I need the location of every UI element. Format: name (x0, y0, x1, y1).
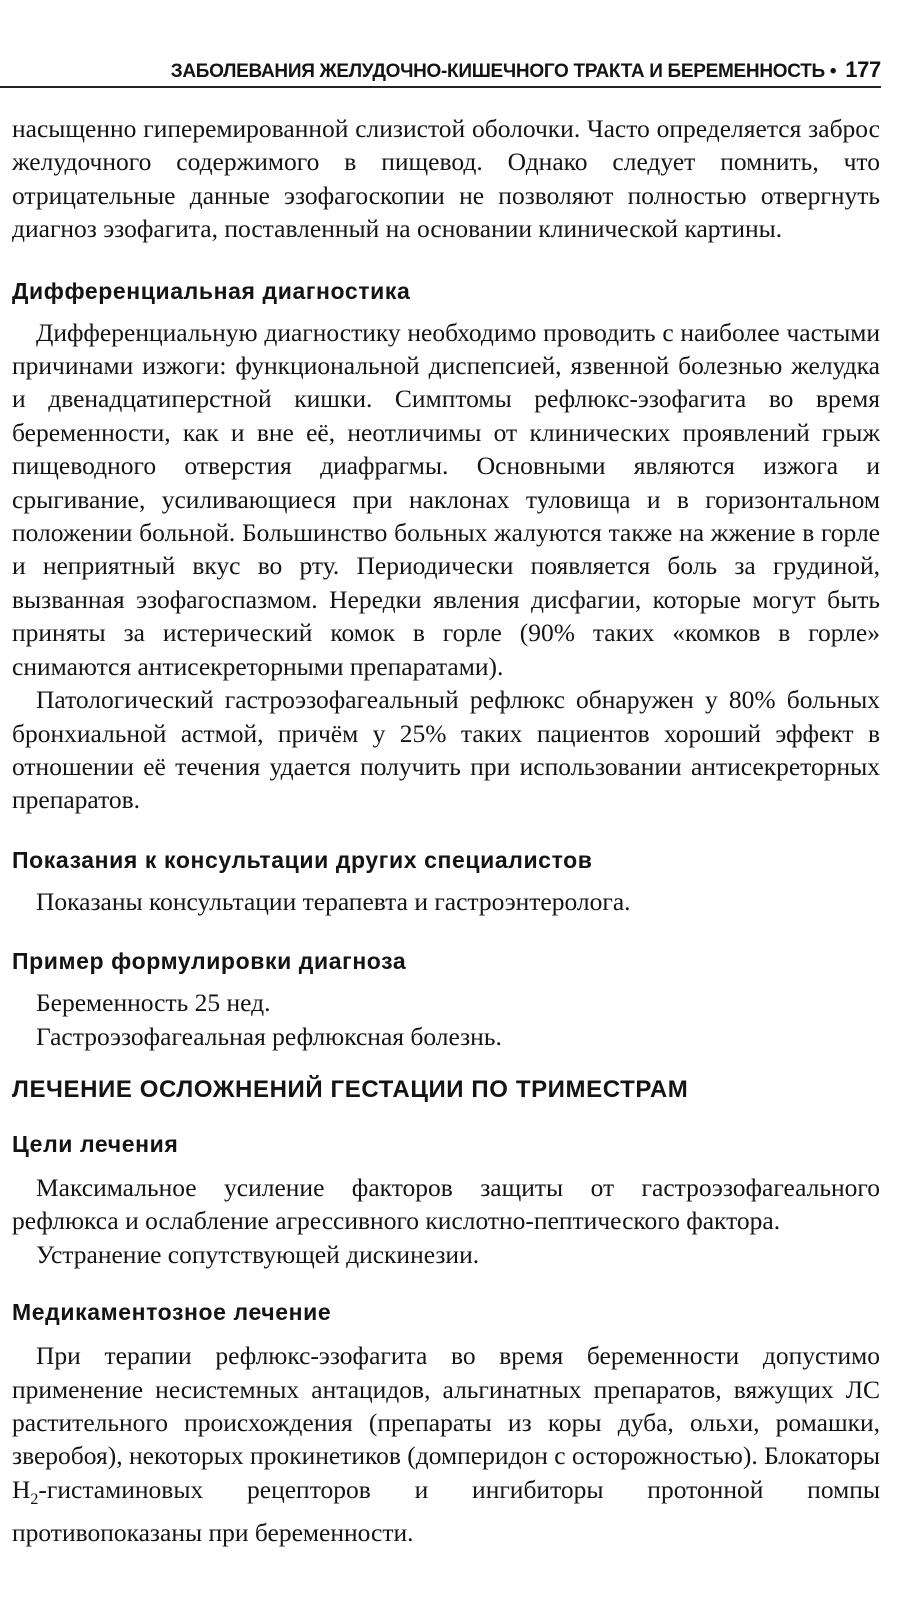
heading-diagnosis-example: Пример формулировки диагноза (12, 948, 407, 975)
medication-subscript: 2 (30, 1490, 39, 1508)
medication-paragraph (12, 1339, 880, 1550)
goals-paragraph-1: Максимальное усиление факторов защиты от гастроэзофагеального рефлюкса и ослабление агрессивного кислотно-пептического фактора. (12, 1172, 880, 1236)
header-separator: • (829, 61, 837, 82)
medication-text-part-1: При терапии рефлюкс-эзофагита во время беременности допустимо применение несистемных антацидов, альгинатных препаратов, вяжущих ЛС растительного происхождения (препараты из коры дуба, ольхи, ромашки, зверобоя), некоторых прокинетиков (домперидон с осторожностью). Блокаторы H (12, 1341, 880, 1504)
header-rule (0, 86, 881, 88)
differential-paragraph-2: Патологический гастроэзофагеальный рефлюкс обнаружен у 80% больных бронхиальной астмой, причём у 25% таких пациентов хороший эффект в отношении её течения удается получить при использовании антисекреторных препаратов. (12, 685, 880, 815)
heading-treatment-by-trimester: ЛЕЧЕНИЕ ОСЛОЖНЕНИЙ ГЕСТАЦИИ ПО ТРИМЕСТРАМ (12, 1075, 689, 1103)
intro-paragraph: насыщенно гиперемированной слизистой оболочки. Часто определяется заброс желудочного содержимого в пищевод. Однако следует помнить, что отрицательные данные эзофагоскопии не позволяют полностью отвергнуть диагноз эзофагита, поставленный на основании клинической картины. (12, 114, 880, 244)
running-title: ЗАБОЛЕВАНИЯ ЖЕЛУДОЧНО-КИШЕЧНОГО ТРАКТА И БЕРЕМЕННОСТЬ (170, 61, 825, 82)
goals-paragraph-2: Устранение сопутствующей дискинезии. (36, 1239, 480, 1269)
heading-differential-diagnosis: Дифференциальная диагностика (12, 277, 411, 304)
running-header (171, 56, 881, 86)
page-number: 177 (845, 57, 881, 82)
heading-consultation: Показания к консультации других специалистов (12, 846, 593, 873)
diagnosis-line-1: Беременность 25 нед. (36, 988, 271, 1018)
diagnosis-line-2: Гастроэзофагеальная рефлюксная болезнь. (36, 1021, 502, 1051)
consultation-paragraph: Показаны консультации терапевта и гастроэнтеролога. (36, 886, 631, 916)
page-content (12, 112, 880, 1550)
page-header (0, 56, 881, 96)
heading-treatment-goals: Цели лечения (12, 1130, 179, 1157)
differential-paragraph-1: Дифференциальную диагностику необходимо проводить с наиболее частыми причинами изжоги: функциональной диспепсией, язвенной болезнью желудка и двенадцатиперстной кишки. Симптомы рефлюкс-эзофагита во время беременности, как и вне её, неотличимы от клинических проявлений грыж пищеводного отверстия диафрагмы. Основными являются изжога и срыгивание, усиливающиеся при наклонах туловища и в горизонтальном положении больной. Большинство больных жалуются также на жжение в горле и неприятный вкус во рту. Периодически появляется боль за грудиной, вызванная эзофагоспазмом. Нередки явления дисфагии, которые могут быть приняты за истерический комок в горле (90% таких «комков в горле» снимаются антисекреторными препаратами). (12, 317, 880, 681)
heading-medication: Медикаментозное лечение (12, 1299, 332, 1326)
medication-text-part-2: -гистаминовых рецепторов и ингибиторы протонной помпы противопоказаны при беременности. (12, 1474, 880, 1548)
